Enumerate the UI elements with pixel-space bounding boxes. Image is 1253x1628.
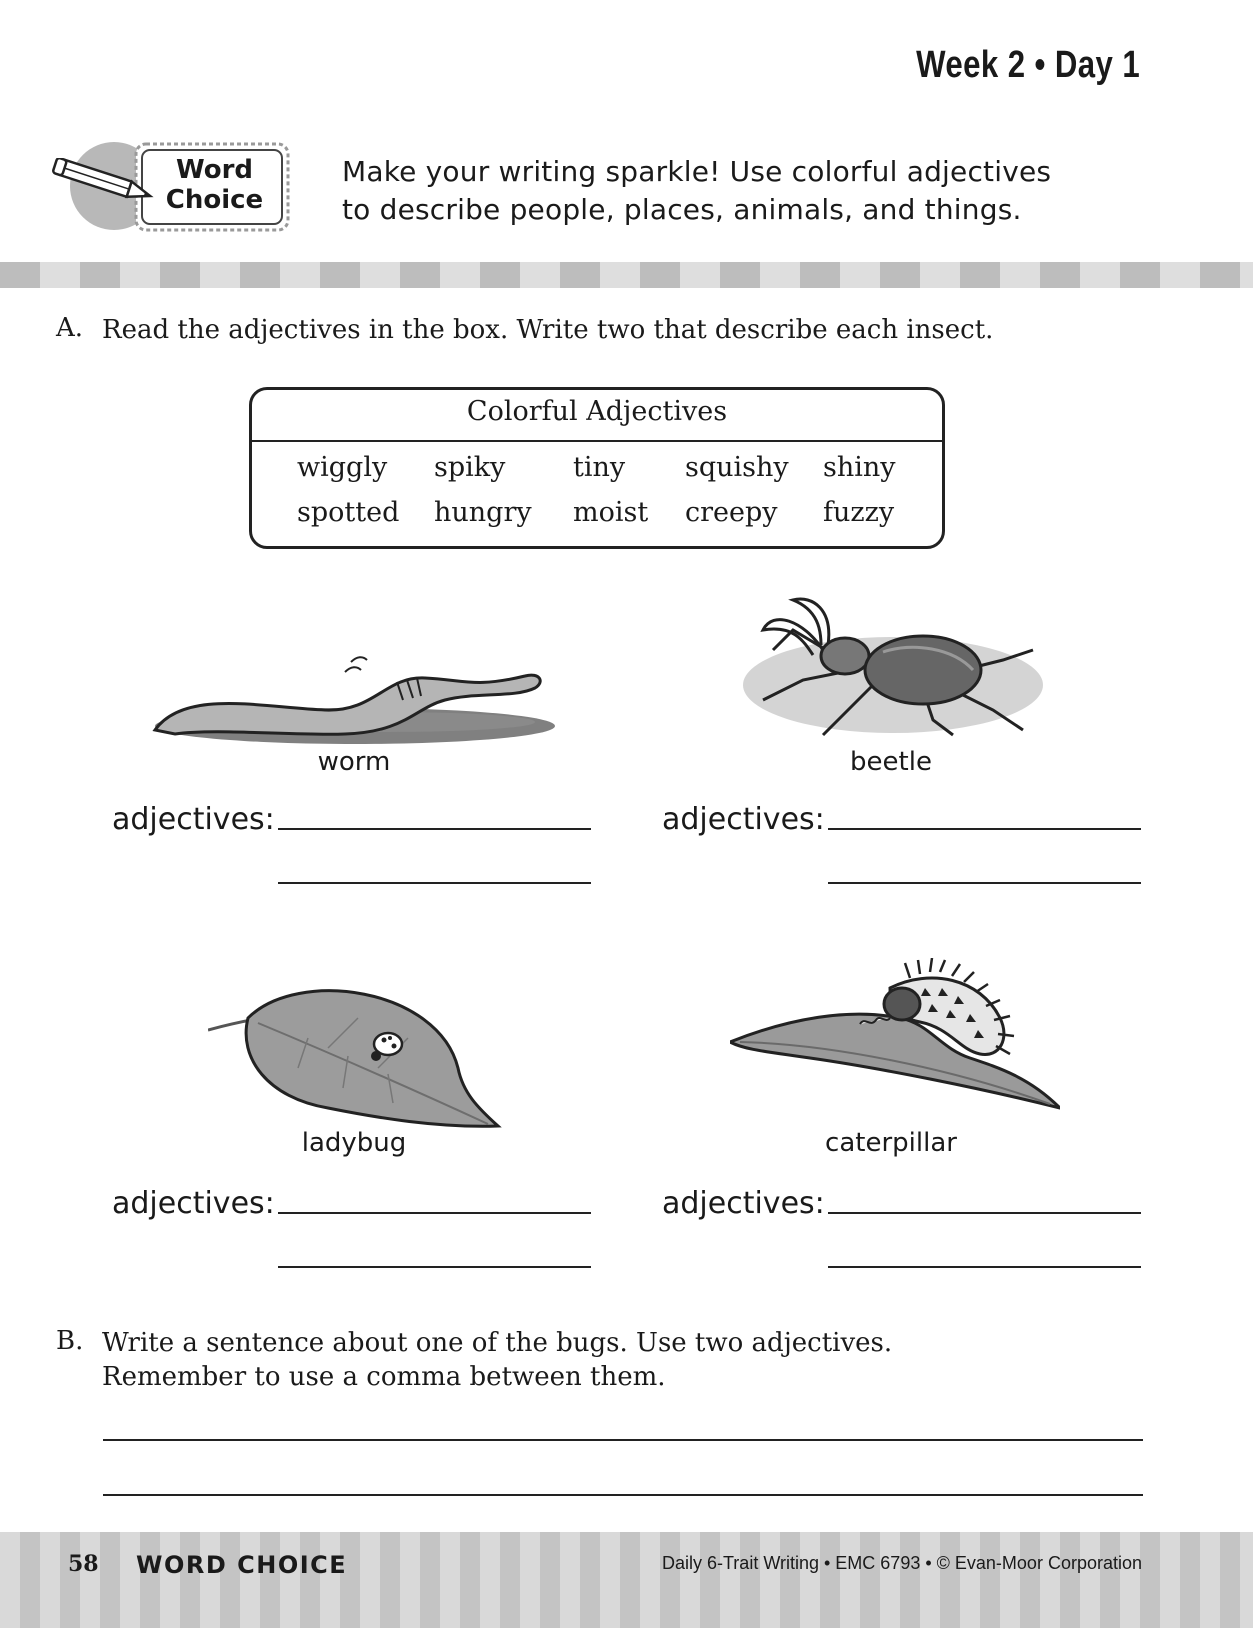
sentence-answer-line-2[interactable] <box>103 1494 1143 1496</box>
section-a-instruction: Read the adjectives in the box. Write two that describe each insect. <box>102 315 994 345</box>
adjective-word: spotted <box>297 497 400 528</box>
page-number: 58 <box>68 1551 99 1577</box>
intro-line-2: to describe people, places, animals, and things. <box>342 193 1022 226</box>
adjective-box-title: Colorful Adjectives <box>466 396 728 427</box>
page-title: Week 2 • Day 1 <box>916 44 1140 86</box>
beetle-caption: beetle <box>850 747 932 777</box>
beetle-adjectives-label: adjectives: <box>662 802 825 837</box>
worm-answer-line-1[interactable] <box>278 828 591 830</box>
adjective-word: tiny <box>573 452 626 483</box>
caterpillar-caption: caterpillar <box>825 1128 957 1158</box>
section-b-line-2: Remember to use a comma between them. <box>102 1362 666 1392</box>
ladybug-answer-line-1[interactable] <box>278 1212 591 1214</box>
adjective-word: fuzzy <box>823 497 895 528</box>
footer-band <box>0 1532 1253 1628</box>
adjective-box-divider <box>252 440 942 442</box>
adjective-word: creepy <box>685 497 778 528</box>
intro-text <box>342 153 1102 229</box>
adjective-word: spiky <box>434 452 506 483</box>
worm-caption: worm <box>317 747 391 777</box>
badge-label <box>142 155 287 215</box>
section-b-letter: B. <box>56 1326 84 1356</box>
ladybug-adjectives-label: adjectives: <box>112 1186 275 1221</box>
worm-adjectives-label: adjectives: <box>112 802 275 837</box>
section-b-instruction <box>102 1326 892 1394</box>
footer-credit: Daily 6-Trait Writing • EMC 6793 • © Evan-Moor Corporation <box>661 1553 1142 1573</box>
ladybug-illustration <box>208 978 508 1128</box>
caterpillar-illustration <box>730 958 1060 1118</box>
footer-section-title: WORD CHOICE <box>136 1551 348 1579</box>
sentence-answer-line-1[interactable] <box>103 1439 1143 1441</box>
beetle-answer-line-1[interactable] <box>828 828 1141 830</box>
section-b-line-1: Write a sentence about one of the bugs. Use two adjectives. <box>102 1328 893 1358</box>
adjective-word: squishy <box>685 452 789 483</box>
badge-line-2: Choice <box>165 185 264 215</box>
intro-line-1: Make your writing sparkle! Use colorful adjectives <box>342 155 1052 188</box>
worm-answer-line-2[interactable] <box>278 882 591 884</box>
adjective-word: wiggly <box>297 452 388 483</box>
header-divider-stripe <box>0 262 1253 288</box>
beetle-answer-line-2[interactable] <box>828 882 1141 884</box>
caterpillar-answer-line-2[interactable] <box>828 1266 1141 1268</box>
badge-line-1: Word <box>175 155 254 185</box>
worm-illustration <box>145 648 565 753</box>
ladybug-answer-line-2[interactable] <box>278 1266 591 1268</box>
beetle-illustration <box>733 590 1053 740</box>
caterpillar-adjectives-label: adjectives: <box>662 1186 825 1221</box>
adjective-word: moist <box>573 497 649 528</box>
ladybug-caption: ladybug <box>301 1128 407 1158</box>
section-a-letter: A. <box>56 313 84 343</box>
adjective-word: hungry <box>434 497 532 528</box>
adjective-word: shiny <box>823 452 896 483</box>
caterpillar-answer-line-1[interactable] <box>828 1212 1141 1214</box>
